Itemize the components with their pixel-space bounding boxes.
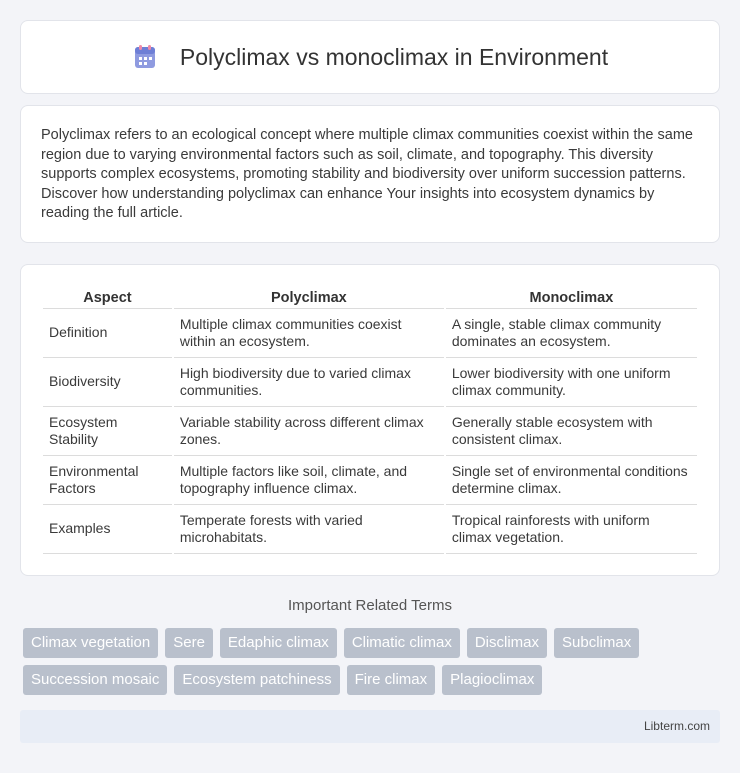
table-cell: Definition [43,309,172,358]
tag-ecosystem-patchiness[interactable]: Ecosystem patchiness [174,665,339,695]
page-title: Polyclimax vs monoclimax in Environment [179,43,609,70]
tag-row [23,628,703,658]
title-card [20,20,720,94]
header-polyclimax: Polyclimax [174,285,444,309]
tag-row [23,665,703,695]
header-monoclimax: Monoclimax [446,285,697,309]
tag-succession-mosaic[interactable]: Succession mosaic [23,665,167,695]
tag-climax-vegetation[interactable]: Climax vegetation [23,628,158,658]
table-cell: Lower biodiversity with one uniform climax community. [446,358,697,407]
table-cell: Environmental Factors [43,456,172,505]
related-terms-heading: Important Related Terms [288,597,452,614]
intro-paragraph: Polyclimax refers to an ecological concept where multiple climax communities coexist within the same region due to varying environmental factors such as soil, climate, and topography. This diversity supports complex ecosystems, promoting stability and biodiversity over uniform succession patterns. Discover how understanding polyclimax can enhance Your insights into ecosystem dynamics by reading the full article. [41,127,693,222]
table-cell: Examples [43,505,172,554]
tag-subclimax[interactable]: Subclimax [554,628,639,658]
tag-plagioclimax[interactable]: Plagioclimax [442,665,542,695]
tag-climatic-climax[interactable]: Climatic climax [344,628,460,658]
table-cell: Ecosystem Stability [43,407,172,456]
footer-site-link[interactable]: Libterm.com [643,719,710,733]
related-terms [23,628,703,702]
document-icon [132,44,158,70]
footer [20,710,720,743]
table-row [43,358,697,407]
table-cell: Temperate forests with varied microhabitats. [174,505,444,554]
table-row [43,407,697,456]
table-cell: Single set of environmental conditions determine climax. [446,456,697,505]
tag-disclimax[interactable]: Disclimax [467,628,547,658]
table-cell: Biodiversity [43,358,172,407]
tag-edaphic-climax[interactable]: Edaphic climax [220,628,337,658]
table-cell: Multiple factors like soil, climate, and topography influence climax. [174,456,444,505]
table-cell: Multiple climax communities coexist within an ecosystem. [174,309,444,358]
table-row [43,505,697,554]
table-cell: A single, stable climax community dominates an ecosystem. [446,309,697,358]
comparison-card [20,264,720,576]
comparison-table [41,285,699,554]
table-cell: Generally stable ecosystem with consistent climax. [446,407,697,456]
table-header-row [43,285,697,309]
tag-sere[interactable]: Sere [165,628,213,658]
table-row [43,456,697,505]
table-cell: Tropical rainforests with uniform climax vegetation. [446,505,697,554]
intro-card [20,105,720,243]
table-cell: High biodiversity due to varied climax communities. [174,358,444,407]
table-row [43,309,697,358]
tag-fire-climax[interactable]: Fire climax [347,665,436,695]
header-aspect: Aspect [43,285,172,309]
table-cell: Variable stability across different climax zones. [174,407,444,456]
